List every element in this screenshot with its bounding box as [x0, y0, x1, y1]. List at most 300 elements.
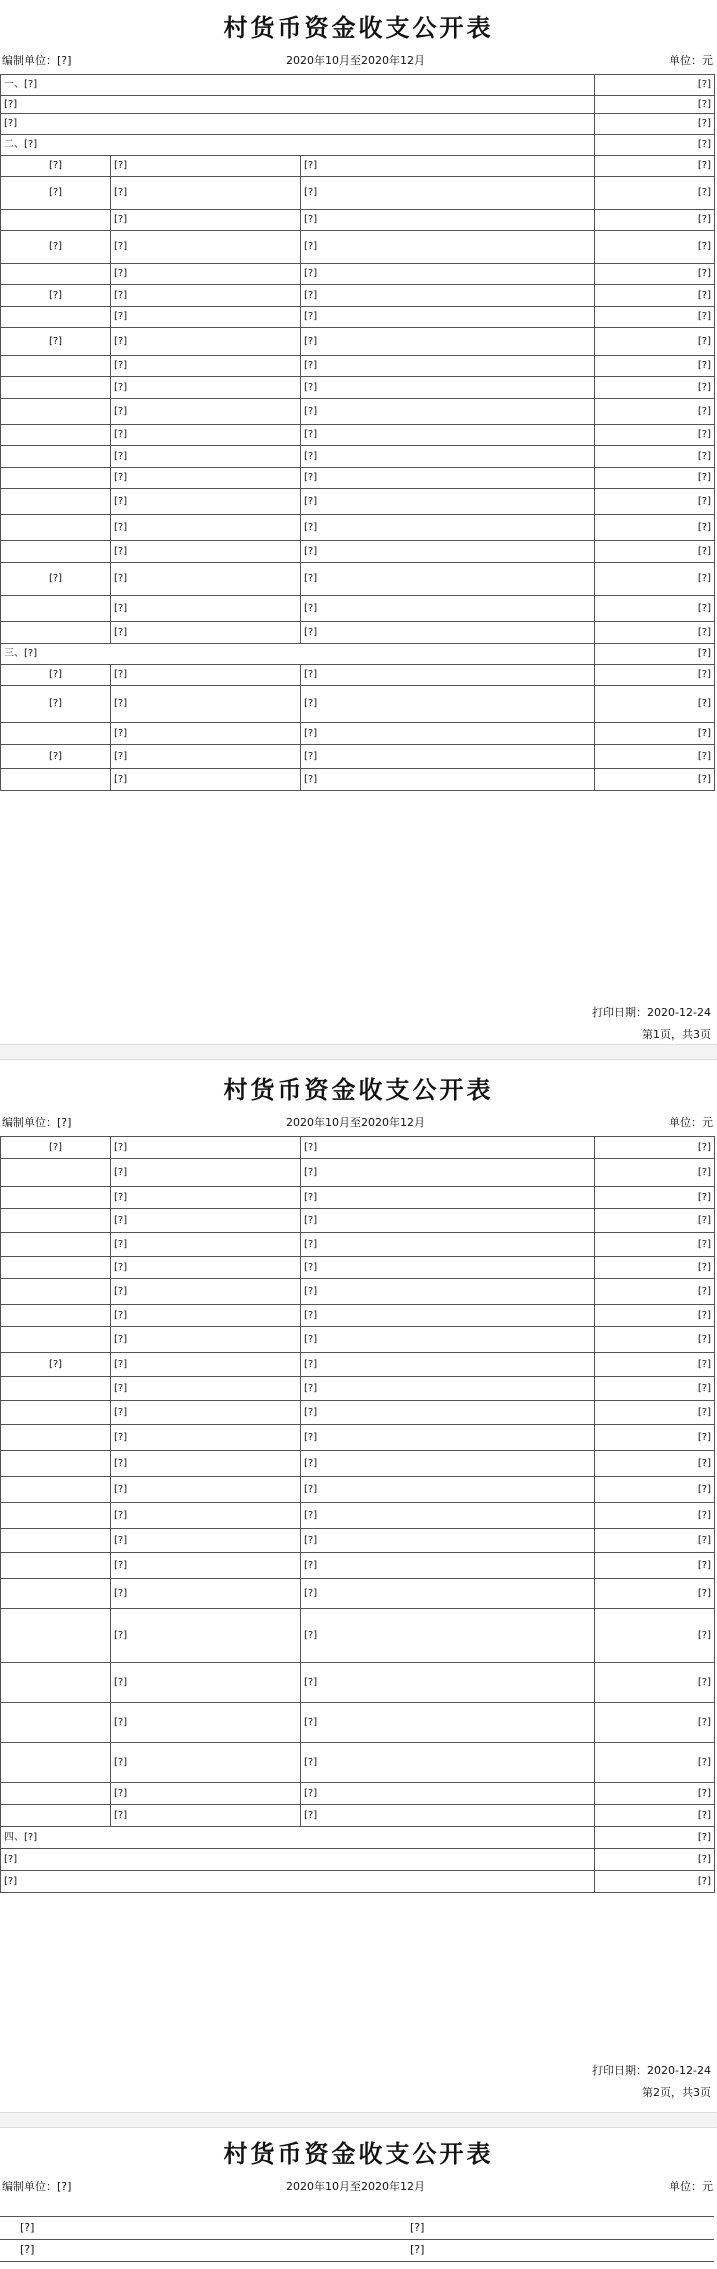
detail-cell: [?] — [111, 1425, 301, 1451]
summary-cell: [?] — [301, 622, 595, 644]
table-row — [1, 446, 715, 468]
account-cell: [?] — [1, 156, 111, 177]
account-cell — [1, 264, 111, 285]
summary-cell: [?] — [301, 515, 595, 541]
detail-cell: [?] — [111, 596, 301, 622]
amount-cell: [?] — [595, 446, 715, 468]
account-cell: [?] — [1, 231, 111, 264]
amount-cell: [?] — [595, 1849, 715, 1871]
summary-cell: [?] — [301, 1425, 595, 1451]
amount-cell: [?] — [595, 1553, 715, 1579]
summary-cell: [?] — [301, 723, 595, 745]
table-row — [1, 210, 715, 231]
summary-cell: [?] — [301, 377, 595, 399]
amount-cell: [?] — [595, 96, 715, 114]
summary-cell: [?] — [301, 1553, 595, 1579]
amount-cell: [?] — [595, 1137, 715, 1159]
page-title: 村货币资金收支公开表 — [223, 1075, 494, 1104]
account-cell — [1, 307, 111, 328]
table-row — [1, 1209, 715, 1233]
detail-cell: [?] — [111, 1743, 301, 1783]
summary-cell: [?] — [301, 1805, 595, 1827]
amount-cell: [?] — [595, 515, 715, 541]
amount-cell: [?] — [595, 489, 715, 515]
summary-cell: [?] — [301, 468, 595, 489]
signature-label: [?] — [410, 2221, 425, 2234]
account-cell — [1, 1305, 111, 1327]
compiling-unit: 编制单位：[?] — [2, 54, 72, 67]
table-row — [1, 1783, 715, 1805]
summary-cell: [?] — [301, 596, 595, 622]
account-cell — [1, 425, 111, 446]
detail-cell: [?] — [111, 489, 301, 515]
table-row — [1, 1663, 715, 1703]
account-cell: [?] — [1, 1353, 111, 1377]
summary-cell: [?] — [301, 1159, 595, 1187]
detail-cell: [?] — [111, 328, 301, 356]
table-row — [1, 1159, 715, 1187]
table-row — [1, 686, 715, 723]
summary-label: [?] — [1, 1871, 595, 1893]
table-row — [1, 75, 715, 96]
table-row — [1, 1451, 715, 1477]
page-separator — [0, 2112, 717, 2128]
table-row — [1, 723, 715, 745]
summary-label: [?] — [1, 96, 595, 114]
page-info-row — [0, 2178, 717, 2196]
summary-cell: [?] — [301, 563, 595, 596]
amount-cell: [?] — [595, 1353, 715, 1377]
amount-cell: [?] — [595, 114, 715, 135]
detail-cell: [?] — [111, 1305, 301, 1327]
summary-cell: [?] — [301, 285, 595, 307]
amount-cell: [?] — [595, 135, 715, 156]
amount-cell: [?] — [595, 1871, 715, 1893]
account-cell — [1, 515, 111, 541]
summary-label: [?] — [1, 1849, 595, 1871]
account-cell — [1, 1425, 111, 1451]
summary-cell: [?] — [301, 356, 595, 377]
detail-cell: [?] — [111, 285, 301, 307]
detail-cell: [?] — [111, 1477, 301, 1503]
amount-cell: [?] — [595, 156, 715, 177]
table-row — [1, 644, 715, 665]
page-title: 村货币资金收支公开表 — [223, 13, 494, 42]
table-row — [1, 135, 715, 156]
print-date: 打印日期：2020-12-24 — [592, 1006, 711, 1019]
table-row — [1, 596, 715, 622]
signature-row — [0, 2239, 714, 2262]
summary-cell: [?] — [301, 210, 595, 231]
amount-cell: [?] — [595, 1609, 715, 1663]
account-cell — [1, 1503, 111, 1529]
amount-cell: [?] — [595, 644, 715, 665]
account-cell — [1, 1209, 111, 1233]
detail-cell: [?] — [111, 1503, 301, 1529]
account-cell — [1, 622, 111, 644]
amount-cell: [?] — [595, 1451, 715, 1477]
account-cell — [1, 769, 111, 791]
amount-cell: [?] — [595, 1327, 715, 1353]
detail-cell: [?] — [111, 1805, 301, 1827]
table-row — [1, 285, 715, 307]
account-cell — [1, 1159, 111, 1187]
summary-cell: [?] — [301, 1257, 595, 1279]
amount-cell: [?] — [595, 596, 715, 622]
table-row — [1, 1849, 715, 1871]
page-number: 第2页，共3页 — [642, 2086, 711, 2099]
account-cell — [1, 1477, 111, 1503]
summary-cell: [?] — [301, 177, 595, 210]
table-row — [1, 177, 715, 210]
table-row — [1, 1805, 715, 1827]
table-row — [1, 1305, 715, 1327]
account-cell — [1, 1257, 111, 1279]
detail-cell: [?] — [111, 425, 301, 446]
summary-cell: [?] — [301, 541, 595, 563]
detail-cell: [?] — [111, 1257, 301, 1279]
table-row — [1, 1401, 715, 1425]
detail-cell: [?] — [111, 210, 301, 231]
summary-cell: [?] — [301, 1743, 595, 1783]
detail-cell: [?] — [111, 686, 301, 723]
account-cell — [1, 1663, 111, 1703]
detail-cell: [?] — [111, 723, 301, 745]
account-cell — [1, 723, 111, 745]
detail-cell: [?] — [111, 1159, 301, 1187]
account-cell: [?] — [1, 1137, 111, 1159]
account-cell — [1, 1609, 111, 1663]
account-cell — [1, 1743, 111, 1783]
currency-unit: 单位：元 — [669, 2180, 713, 2193]
summary-cell: [?] — [301, 1609, 595, 1663]
amount-cell: [?] — [595, 1187, 715, 1209]
signature-row — [0, 2216, 714, 2240]
report-period: 2020年10月至2020年12月 — [286, 1116, 425, 1129]
table-row — [1, 1233, 715, 1257]
account-cell — [1, 1279, 111, 1305]
account-cell — [1, 399, 111, 425]
summary-cell: [?] — [301, 1279, 595, 1305]
signature-label: [?] — [20, 2243, 35, 2256]
table-row — [1, 1377, 715, 1401]
account-cell: [?] — [1, 745, 111, 769]
table-row — [1, 1743, 715, 1783]
detail-cell: [?] — [111, 446, 301, 468]
page-3 — [0, 2128, 717, 2269]
report-period: 2020年10月至2020年12月 — [286, 54, 425, 67]
amount-cell: [?] — [595, 1279, 715, 1305]
account-cell: [?] — [1, 285, 111, 307]
amount-cell: [?] — [595, 231, 715, 264]
detail-cell: [?] — [111, 1137, 301, 1159]
table-row — [1, 1703, 715, 1743]
amount-cell: [?] — [595, 1743, 715, 1783]
summary-cell: [?] — [301, 307, 595, 328]
amount-cell: [?] — [595, 1663, 715, 1703]
summary-cell: [?] — [301, 1579, 595, 1609]
summary-cell: [?] — [301, 1703, 595, 1743]
page-info-row — [0, 52, 717, 70]
detail-cell: [?] — [111, 515, 301, 541]
account-cell — [1, 377, 111, 399]
table-row — [1, 1187, 715, 1209]
summary-label: 四、[?] — [1, 1827, 595, 1849]
detail-cell: [?] — [111, 1609, 301, 1663]
table-row — [1, 96, 715, 114]
amount-cell: [?] — [595, 723, 715, 745]
summary-cell: [?] — [301, 328, 595, 356]
detail-cell: [?] — [111, 745, 301, 769]
compiling-unit: 编制单位：[?] — [2, 2180, 72, 2193]
summary-cell: [?] — [301, 1305, 595, 1327]
account-cell — [1, 541, 111, 563]
summary-cell: [?] — [301, 1663, 595, 1703]
summary-cell: [?] — [301, 665, 595, 686]
amount-cell: [?] — [595, 1159, 715, 1187]
summary-cell: [?] — [301, 745, 595, 769]
table-row — [1, 563, 715, 596]
table-row — [1, 1477, 715, 1503]
detail-cell: [?] — [111, 665, 301, 686]
detail-cell: [?] — [111, 1279, 301, 1305]
table-row — [1, 468, 715, 489]
table-row — [1, 1353, 715, 1377]
detail-cell: [?] — [111, 769, 301, 791]
amount-cell: [?] — [595, 75, 715, 96]
detail-cell: [?] — [111, 541, 301, 563]
account-cell — [1, 489, 111, 515]
summary-label: 三、[?] — [1, 644, 595, 665]
table-row — [1, 114, 715, 135]
summary-cell: [?] — [301, 264, 595, 285]
cash-table-page-1 — [0, 74, 715, 791]
table-row — [1, 307, 715, 328]
summary-cell: [?] — [301, 231, 595, 264]
detail-cell: [?] — [111, 156, 301, 177]
page-separator — [0, 1044, 717, 1060]
amount-cell: [?] — [595, 1477, 715, 1503]
detail-cell: [?] — [111, 264, 301, 285]
table-row — [1, 1137, 715, 1159]
signature-label: [?] — [20, 2221, 35, 2234]
table-row — [1, 1529, 715, 1553]
compiling-unit: 编制单位：[?] — [2, 1116, 72, 1129]
detail-cell: [?] — [111, 1209, 301, 1233]
report-period: 2020年10月至2020年12月 — [286, 2180, 425, 2193]
summary-cell: [?] — [301, 1783, 595, 1805]
detail-cell: [?] — [111, 1663, 301, 1703]
table-row — [1, 231, 715, 264]
table-row — [1, 1425, 715, 1451]
detail-cell: [?] — [111, 356, 301, 377]
table-row — [1, 1257, 715, 1279]
account-cell — [1, 210, 111, 231]
detail-cell: [?] — [111, 307, 301, 328]
table-row — [1, 489, 715, 515]
summary-cell: [?] — [301, 425, 595, 446]
amount-cell: [?] — [595, 769, 715, 791]
account-cell — [1, 596, 111, 622]
account-cell: [?] — [1, 665, 111, 686]
table-row — [1, 425, 715, 446]
account-cell — [1, 446, 111, 468]
summary-cell: [?] — [301, 1529, 595, 1553]
account-cell — [1, 468, 111, 489]
summary-cell: [?] — [301, 489, 595, 515]
table-row — [1, 156, 715, 177]
amount-cell: [?] — [595, 686, 715, 723]
amount-cell: [?] — [595, 1401, 715, 1425]
table-row — [1, 1827, 715, 1849]
amount-cell: [?] — [595, 1529, 715, 1553]
amount-cell: [?] — [595, 285, 715, 307]
table-row — [1, 622, 715, 644]
table-row — [1, 399, 715, 425]
detail-cell: [?] — [111, 468, 301, 489]
summary-label: [?] — [1, 114, 595, 135]
detail-cell: [?] — [111, 1579, 301, 1609]
summary-cell: [?] — [301, 686, 595, 723]
table-row — [1, 1553, 715, 1579]
table-row — [1, 769, 715, 791]
amount-cell: [?] — [595, 177, 715, 210]
account-cell — [1, 1377, 111, 1401]
amount-cell: [?] — [595, 622, 715, 644]
table-row — [1, 356, 715, 377]
account-cell — [1, 1579, 111, 1609]
summary-cell: [?] — [301, 1187, 595, 1209]
account-cell — [1, 1529, 111, 1553]
account-cell — [1, 1805, 111, 1827]
amount-cell: [?] — [595, 1503, 715, 1529]
summary-cell: [?] — [301, 1233, 595, 1257]
account-cell: [?] — [1, 686, 111, 723]
detail-cell: [?] — [111, 1233, 301, 1257]
currency-unit: 单位：元 — [669, 1116, 713, 1129]
page-number: 第1页，共3页 — [642, 1028, 711, 1041]
summary-cell: [?] — [301, 1137, 595, 1159]
amount-cell: [?] — [595, 1233, 715, 1257]
account-cell: [?] — [1, 328, 111, 356]
summary-cell: [?] — [301, 446, 595, 468]
detail-cell: [?] — [111, 177, 301, 210]
table-row — [1, 328, 715, 356]
detail-cell: [?] — [111, 399, 301, 425]
table-row — [1, 1609, 715, 1663]
account-cell — [1, 1233, 111, 1257]
amount-cell: [?] — [595, 1783, 715, 1805]
table-row — [1, 1579, 715, 1609]
page-info-row — [0, 1114, 717, 1132]
detail-cell: [?] — [111, 377, 301, 399]
account-cell — [1, 1401, 111, 1425]
amount-cell: [?] — [595, 665, 715, 686]
print-date: 打印日期：2020-12-24 — [592, 2064, 711, 2077]
amount-cell: [?] — [595, 1805, 715, 1827]
detail-cell: [?] — [111, 1529, 301, 1553]
table-row — [1, 541, 715, 563]
amount-cell: [?] — [595, 210, 715, 231]
account-cell — [1, 1783, 111, 1805]
summary-cell: [?] — [301, 1401, 595, 1425]
page-title: 村货币资金收支公开表 — [223, 2139, 494, 2168]
account-cell — [1, 1187, 111, 1209]
amount-cell: [?] — [595, 399, 715, 425]
table-row — [1, 745, 715, 769]
amount-cell: [?] — [595, 356, 715, 377]
account-cell — [1, 1553, 111, 1579]
account-cell — [1, 1327, 111, 1353]
summary-cell: [?] — [301, 769, 595, 791]
summary-cell: [?] — [301, 1451, 595, 1477]
amount-cell: [?] — [595, 328, 715, 356]
detail-cell: [?] — [111, 1377, 301, 1401]
summary-cell: [?] — [301, 1353, 595, 1377]
detail-cell: [?] — [111, 1783, 301, 1805]
table-row — [1, 1503, 715, 1529]
amount-cell: [?] — [595, 1257, 715, 1279]
amount-cell: [?] — [595, 307, 715, 328]
table-row — [1, 1279, 715, 1305]
page-2 — [0, 1062, 717, 2122]
signature-label: [?] — [410, 2243, 425, 2256]
summary-cell: [?] — [301, 399, 595, 425]
cash-table-page-2 — [0, 1136, 715, 1893]
currency-unit: 单位：元 — [669, 54, 713, 67]
detail-cell: [?] — [111, 1353, 301, 1377]
summary-cell: [?] — [301, 156, 595, 177]
detail-cell: [?] — [111, 1401, 301, 1425]
amount-cell: [?] — [595, 1703, 715, 1743]
amount-cell: [?] — [595, 1425, 715, 1451]
amount-cell: [?] — [595, 1377, 715, 1401]
table-row — [1, 377, 715, 399]
amount-cell: [?] — [595, 563, 715, 596]
account-cell — [1, 1703, 111, 1743]
account-cell: [?] — [1, 563, 111, 596]
detail-cell: [?] — [111, 1187, 301, 1209]
table-row — [1, 1871, 715, 1893]
table-row — [1, 665, 715, 686]
amount-cell: [?] — [595, 468, 715, 489]
detail-cell: [?] — [111, 622, 301, 644]
detail-cell: [?] — [111, 1553, 301, 1579]
amount-cell: [?] — [595, 377, 715, 399]
detail-cell: [?] — [111, 1327, 301, 1353]
detail-cell: [?] — [111, 563, 301, 596]
summary-cell: [?] — [301, 1209, 595, 1233]
account-cell — [1, 356, 111, 377]
detail-cell: [?] — [111, 231, 301, 264]
amount-cell: [?] — [595, 264, 715, 285]
account-cell — [1, 1451, 111, 1477]
summary-label: 二、[?] — [1, 135, 595, 156]
table-row — [1, 515, 715, 541]
detail-cell: [?] — [111, 1451, 301, 1477]
amount-cell: [?] — [595, 1305, 715, 1327]
summary-cell: [?] — [301, 1477, 595, 1503]
amount-cell: [?] — [595, 1579, 715, 1609]
amount-cell: [?] — [595, 425, 715, 446]
summary-cell: [?] — [301, 1377, 595, 1401]
table-row — [1, 1327, 715, 1353]
amount-cell: [?] — [595, 745, 715, 769]
summary-cell: [?] — [301, 1503, 595, 1529]
amount-cell: [?] — [595, 1209, 715, 1233]
table-row — [1, 264, 715, 285]
amount-cell: [?] — [595, 541, 715, 563]
